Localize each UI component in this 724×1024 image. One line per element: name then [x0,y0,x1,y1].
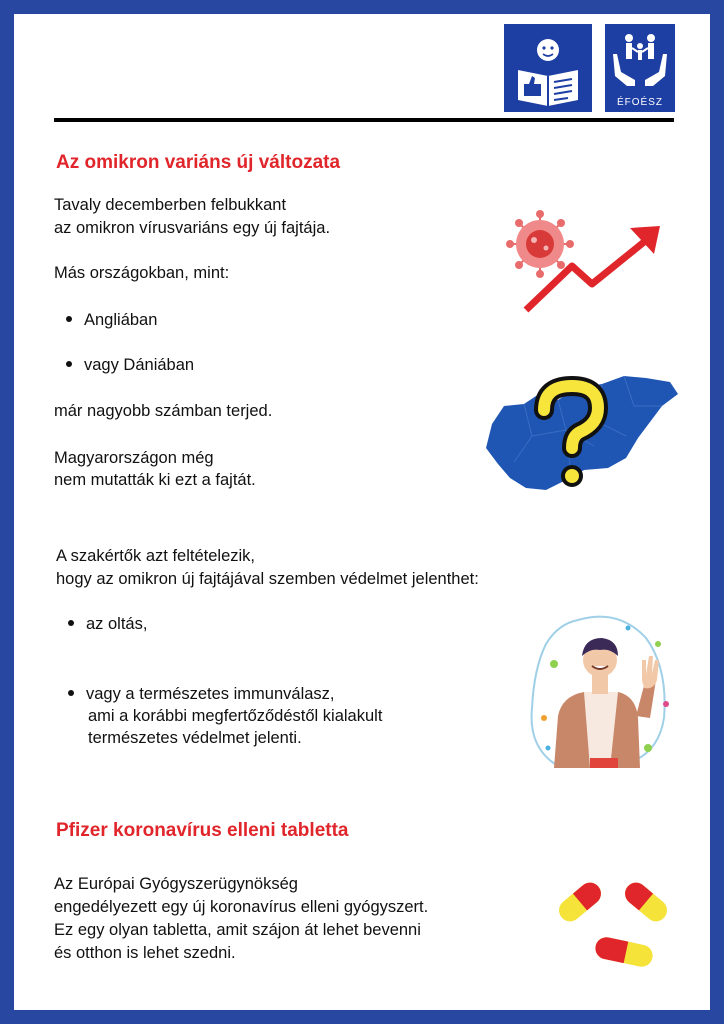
pill-icon [593,935,654,969]
pills-illustration [550,870,680,980]
easy-read-icon [504,24,592,112]
virus-rising-arrow-illustration [494,204,664,314]
list-item: Angliában [66,310,157,331]
section2-p1-line1: A szakértők azt feltételezik, [56,547,256,565]
section3-title: Pfizer koronavírus elleni tabletta [56,820,349,841]
section1-p1-line2: az omikron vírusvariáns egy új fajtája. [54,219,331,237]
page [14,14,710,1010]
hungary-map-question-illustration [474,366,684,496]
efoesz-label: ÉFOÉSZ [616,97,663,108]
list-item: vagy Dániában [66,355,194,376]
section1-p4-line2: nem mutatták ki ezt a fajtát. [54,471,256,489]
section3-line4: és otthon is lehet szedni. [54,944,236,962]
list-item: az oltás, [68,614,147,635]
efoesz-logo [605,24,675,112]
section3-line2: engedélyezett egy új koronavírus elleni gyógyszert. [54,898,429,916]
section1-title: Az omikron variáns új változata [56,152,341,173]
section3-line3: Ez egy olyan tabletta, amit szájon át lehet bevenni [54,921,421,939]
easy-read-logo [504,24,592,112]
section3-line1: Az Európai Gyógyszerügynökség [54,875,298,893]
pill-icon [621,878,672,926]
section2-b2-line2: ami a korábbi megfertőződéstől kialakult [88,707,383,725]
protected-man-illustration [518,608,678,768]
virus-icon [506,210,574,278]
section1-p1-line1: Tavaly decemberben felbukkant [54,196,287,214]
family-hands-icon [605,24,675,94]
section1-p3: már nagyobb számban terjed. [54,402,273,420]
header-rule [54,118,674,122]
section1-p4-line1: Magyarországon még [54,449,214,467]
section2-p1-line2: hogy az omikron új fajtájával szemben védelmet jelenthet: [56,570,479,588]
section1-p2: Más országokban, mint: [54,264,230,282]
pill-icon [555,878,606,926]
section2-b2-line3: természetes védelmet jelenti. [88,729,302,747]
list-item: vagy a természetes immunválasz, [68,684,335,705]
